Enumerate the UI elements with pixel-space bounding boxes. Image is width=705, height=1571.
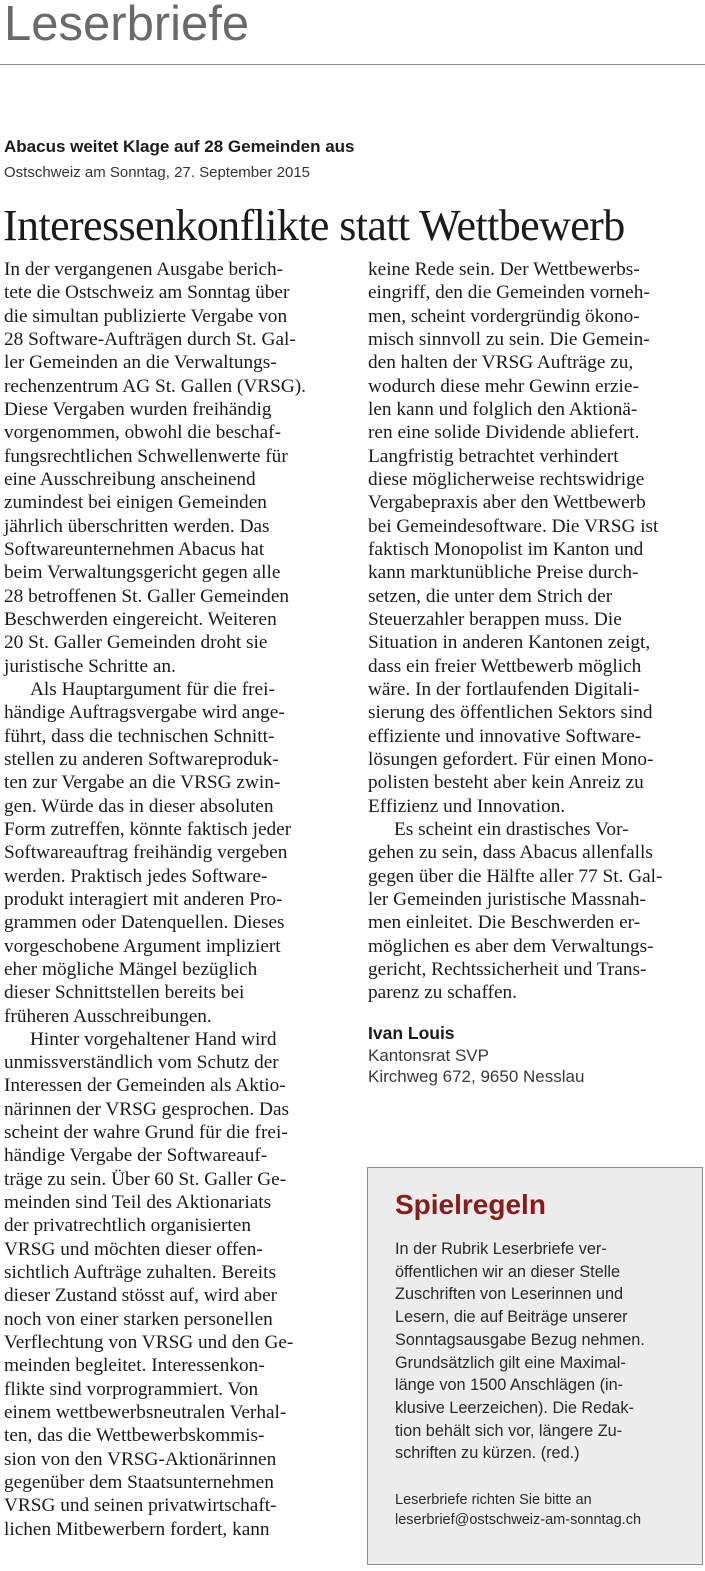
rules-text-line: Sonntagsausgabe Bezug nehmen. (395, 1330, 645, 1349)
text-line: der privatrechtlich organisierten (4, 1215, 251, 1237)
text-line: setzen, die unter dem Strich der (368, 585, 613, 607)
text-line: gehen zu sein, dass Abacus allenfalls (368, 842, 653, 864)
text-line: den halten der VRSG Aufträge zu, (368, 352, 634, 374)
text-line: parenz zu schaffen. (368, 982, 517, 1004)
text-line: närinnen der VRSG gesprochen. Das (4, 1098, 290, 1120)
text-line: tete die Ostschweiz am Sonntag über (4, 282, 290, 304)
text-line: meinden sind Teil des Aktionariats (4, 1192, 272, 1214)
text-line: dieser Zustand stösst auf, wird aber (4, 1285, 278, 1307)
rules-text-line: schriften zu kürzen. (red.) (395, 1444, 580, 1463)
text-line: Situation in anderen Kantonen zeigt, (368, 632, 651, 654)
text-line: sierung des öffentlichen Sektors sind (368, 702, 653, 724)
text-line: dieser Schnittstellen bereits bei (4, 982, 245, 1004)
text-line: flikte sind vorprogrammiert. Von (4, 1378, 259, 1400)
text-line: Es scheint ein drastisches Vor- (394, 818, 629, 840)
text-line: Steuerzahler berappen muss. Die (368, 608, 622, 630)
author-role: Kantonsrat SVP (368, 1045, 489, 1065)
text-line: Als Hauptargument für die frei- (30, 678, 275, 700)
text-line: Diese Vergaben wurden freihändig (4, 398, 272, 420)
text-line: händige Vergabe der Softwareauf- (4, 1145, 268, 1167)
text-line: Interessen der Gemeinden als Aktio- (4, 1075, 286, 1097)
text-line: men einleitet. Die Beschwerden er- (368, 912, 641, 934)
letter-column-1 (4, 258, 349, 1541)
text-line: wäre. In der fortlaufenden Digitali- (368, 678, 640, 700)
rules-text-line: öffentlichen wir an dieser Stelle (395, 1262, 621, 1281)
rules-title: Spielregeln (395, 1189, 546, 1220)
text-line: Softwareauftrag freihändig vergeben (4, 842, 288, 864)
text-line: VRSG und möchten dieser offen- (4, 1238, 263, 1260)
text-line: sichtlich Aufträge zuhalten. Bereits (4, 1262, 276, 1284)
text-line: grammen oder Datenquellen. Dieses (4, 912, 285, 934)
letter-column-2 (368, 258, 703, 1005)
rules-text-line: Lesern, die auf Beiträge unserer (395, 1308, 628, 1327)
text-line: Beschwerden eingereicht. Weiteren (4, 608, 277, 630)
text-line: beim Verwaltungsgericht gegen alle (4, 562, 281, 584)
letter-signature (368, 1023, 584, 1088)
text-line: gen. Würde das in dieser absoluten (4, 795, 274, 817)
text-line: Form zutreffen, könnte faktisch jeder (4, 818, 292, 840)
text-line: bei Gemeindesoftware. Die VRSG ist (368, 515, 659, 537)
text-line: VRSG und seinen privatwirtschaft- (4, 1495, 277, 1517)
section-title: Leserbriefe (4, 0, 250, 51)
text-line: ten zur Vergabe an die VRSG zwin- (4, 772, 281, 794)
text-line: jährlich überschritten werden. Das (4, 515, 270, 537)
text-line: die simultan publizierte Vergabe von (4, 305, 288, 327)
text-line: früheren Ausschreibungen. (4, 1005, 212, 1027)
contact-email[interactable]: leserbrief@ostschweiz-am-sonntag.ch (395, 1511, 642, 1528)
text-line: möglichen es aber dem Verwaltungs- (368, 935, 654, 957)
text-line: lichen Mitbewerbern fordert, kann (4, 1518, 270, 1540)
text-line: 28 Software-Aufträgen durch St. Gal- (4, 328, 296, 350)
text-line: kann marktunübliche Preise durch- (368, 562, 639, 584)
text-line: eher mögliche Mängel bezüglich (4, 958, 258, 980)
rules-body (395, 1238, 645, 1465)
text-line: träge zu sein. Über 60 St. Galler Ge- (4, 1168, 287, 1190)
text-line: rechenzentrum AG St. Gallen (VRSG). (4, 375, 307, 397)
text-line: ten, das die Wettbewerbskommis- (4, 1425, 265, 1447)
text-line: werden. Praktisch jedes Software- (4, 865, 268, 887)
text-line: vorgenommen, obwohl die beschaf- (4, 422, 282, 444)
text-line: men, scheint vordergründig ökono- (368, 305, 640, 327)
text-line: misch sinnvoll zu sein. Die Gemein- (368, 328, 650, 350)
referenced-article-title: Abacus weitet Klage auf 28 Gemeinden aus (4, 137, 355, 156)
text-line: Langfristig betrachtet verhindert (368, 445, 619, 467)
text-line: Vergabepraxis aber den Wettbewerb (368, 492, 646, 514)
referenced-article-source: Ostschweiz am Sonntag, 27. September 2015 (4, 164, 311, 181)
text-line: fungsrechtlichen Schwellenwerte für (4, 445, 288, 467)
text-line: In der vergangenen Ausgabe berich- (4, 259, 284, 280)
text-line: juristische Schritte an. (4, 655, 176, 677)
text-line: effiziente und innovative Software- (368, 725, 642, 747)
text-line: ler Gemeinden an die Verwaltungs- (4, 352, 277, 374)
text-line: len kann und folglich den Aktionä- (368, 398, 638, 420)
text-line: einem wettbewerbsneutralen Verhal- (4, 1402, 287, 1424)
rules-contact (395, 1491, 641, 1530)
text-line: diese möglicherweise rechtswidrige (368, 468, 645, 490)
rules-text-line: In der Rubrik Leserbriefe ver- (395, 1240, 607, 1258)
text-line: zumindest bei einigen Gemeinden (4, 492, 267, 514)
text-line: ren eine solide Dividende abliefert. (368, 422, 640, 444)
text-line: eine Ausschreibung anscheinend (4, 468, 256, 490)
rules-text-line: Zuschriften von Leserinnen und (395, 1285, 624, 1304)
section-divider (0, 64, 705, 65)
text-line: produkt interagiert mit anderen Pro- (4, 888, 283, 910)
text-line: meinden begleitet. Interessenkon- (4, 1355, 265, 1377)
text-line: ler Gemeinden juristische Massnah- (368, 888, 646, 910)
author-address: Kirchweg 672, 9650 Nesslau (368, 1067, 585, 1086)
text-line: stellen zu anderen Softwareproduk- (4, 748, 279, 770)
rules-text-line: Grundsätzlich gilt eine Maximal- (395, 1353, 626, 1372)
text-line: Softwareunternehmen Abacus hat (4, 538, 265, 560)
text-line: lösungen gefordert. Für einen Mono- (368, 748, 654, 770)
text-line: gegenüber dem Staatsunternehmen (4, 1472, 274, 1494)
text-line: Effizienz und Innovation. (368, 795, 566, 817)
text-line: 20 St. Galler Gemeinden droht sie (4, 632, 268, 654)
text-line: noch von einer starken personellen (4, 1308, 273, 1330)
rules-text-line: länge von 1500 Anschlägen (in- (395, 1376, 624, 1395)
text-line: eingriff, den die Gemeinden vorneh- (368, 282, 650, 304)
text-line: sion von den VRSG-Aktionärinnen (4, 1448, 277, 1470)
text-line: gegen über die Hälfte aller 77 St. Gal- (368, 865, 663, 887)
author-name: Ivan Louis (368, 1023, 455, 1043)
text-line: Verflechtung von VRSG und den Ge- (4, 1332, 294, 1354)
text-line: führt, dass die technischen Schnitt- (4, 725, 275, 747)
text-line: händige Auftragsvergabe wird ange- (4, 702, 285, 724)
text-line: scheint der wahre Grund für die frei- (4, 1122, 288, 1144)
text-line: gericht, Rechtssicherheit und Trans- (368, 958, 647, 980)
text-line: unmissverständlich vom Schutz der (4, 1052, 279, 1074)
text-line: Hinter vorgehaltener Hand wird (30, 1028, 277, 1050)
text-line: keine Rede sein. Der Wettbewerbs- (368, 259, 640, 280)
contact-intro: Leserbriefe richten Sie bitte an (395, 1492, 592, 1508)
text-line: wodurch diese mehr Gewinn erzie- (368, 375, 639, 397)
letter-headline: Interessenkonflikte statt Wettbewerb (3, 201, 625, 250)
text-line: polisten besteht aber kein Anreiz zu (368, 772, 644, 794)
rules-text-line: tion behält sich vor, längere Zu- (395, 1421, 623, 1440)
text-line: vorgeschobene Argument impliziert (4, 935, 281, 957)
text-line: dass ein freier Wettbewerb möglich (368, 655, 642, 677)
rules-text-line: klusive Leerzeichen). Die Redak- (395, 1398, 634, 1417)
text-line: faktisch Monopolist im Kanton und (368, 538, 644, 560)
text-line: 28 betroffenen St. Galler Gemeinden (4, 585, 290, 607)
